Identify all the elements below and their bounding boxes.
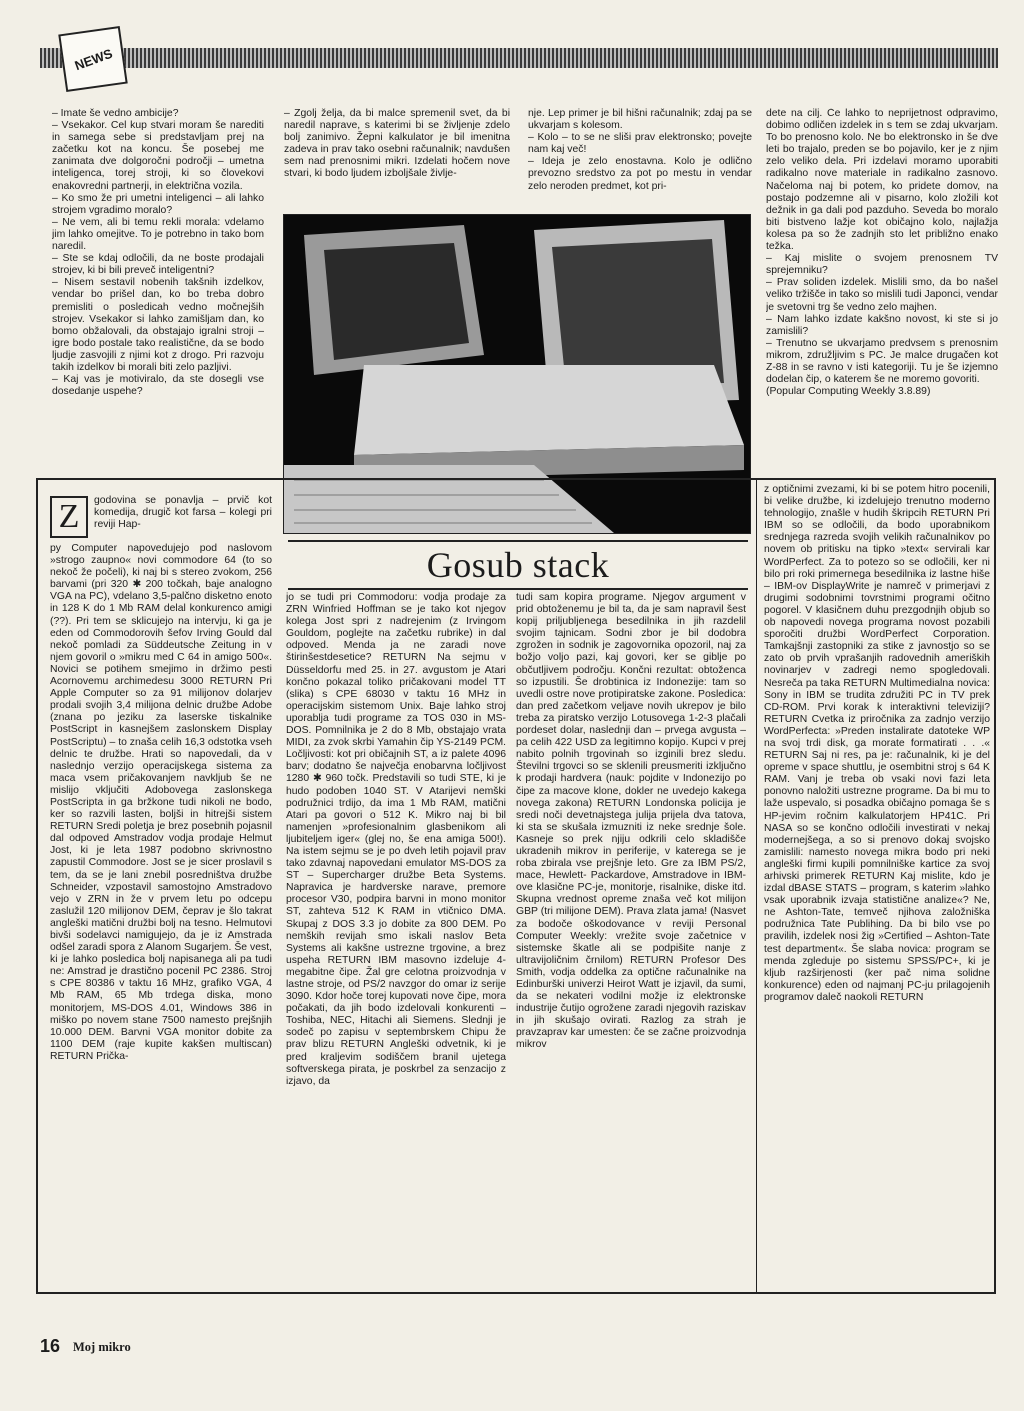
header-bar: [40, 48, 998, 68]
article-headline: Gosub stack: [288, 540, 748, 590]
article-column-4: z optičnimi zvezami, ki bi se potem hitro pocenili, bi velike družbe, ki izdelujejo trenutno moderno tehnologijo, znašle v hudih škripcih RETURN Pri IBM so se odločili, da bodo uporabnikom srednjega razreda svojih velikih računalnikov po novem ob pritisku na tipko »text« servirali kar WordPerfect. Za to potezo so se odločili, ker ni bilo pri roki primernega besedilnika iz lastne hiše – IBM-ov DisplayWrite je namreč v primerjavi z drugimi sodobnimi tovrstnimi programi očitno pogorel. V klasičnem duhu prezgodnjih objub so ob napovedi novega programa novost pozabili sporočiti družbi WordPerfect Corporation. Tamkajšnji zastopniki za stike z javnostjo so se zato ob prvih vprašanjih radovednih ameriških novinarjev v zadregi nemo spogledovali. Nesreča pa taka RETURN Multimedialna novica: Sony in IBM se trudita združiti PC in TV prek CD-ROM. Prvi korak k interaktivni televiziji? RETURN Cvetka iz priročnika za zadnjo verzijo WordPerfecta: »Preden instalirate datoteke WP na svoj trdi disk, ga morate formatirati . . .« RETURN Saj ni res, pa je: računalnik, ki je del opreme v space shuttlu, je osembitni stroj s 64 K RAM. Vanj je treba ob vsaki novi fazi leta ponovno naložiti ustrezne programe. Da bi mu to laže uspevalo, si posadka običajno pomaga še s HP-jevim ročnim kalkulatorjem HP41C. Pri NASA so se končno odločili investirati v nekaj modernejšega, a so si prenovo dokaj svojsko zamislili: namesto novega mikra bodo pri neki angleški firmi kupili pomnilniške kartice za svoj arhivski primerek RETURN Kaj mislite, kdo je izdal dBASE STATS – program, s katerim »lahko vsak uporabnik izvaja statistične analize«? Ne, ne Ashton-Tate, temveč njihova založniška podružnica Tate Publihing. Da bi bilo vse po pravilih, izdelek nosi žig »Certified – Ashton-Tate test department«. Še slaba novica: program se menda zgleduje po sistemu SPSS/PC+, ki je kljub razširjenosti (ker pač nima solidne konkurence) eden od najmanj PC-ju prilagojenih programov daleč naokoli RETURN: [764, 484, 990, 1003]
interview-column-4: dete na cilj. Če lahko to neprijetnost odpravimo, dobimo odličen izdelek in s tem se zdaj ukvarjam. To bo prenosno kolo. Ne bo elektronsko in še dve leti bo trajalo, preden se bo pojavilo, ker je z njim zelo veliko dela. Pri izdelavi moramo uporabiti radikalno nove materiale in radikalno zasnovo. Načeloma naj bi potem, ko pridete domov, na postajo podzemne ali v pisarno, kolo zložili kot dežnik in ga dali pod pazduho. Seveda bo moralo biti bistveno lažje kot običajno kolo, najlažja kolesa pa so že zadnjih sto let približno enako težka. – Kaj mislite o svojem prenosnem TV sprejemniku? – Prav soliden izdelek. Mislili smo, da bo našel veliko tržišče in tako so mislili tudi Japonci, vendar je svetovni trg še vedno zelo majhen. – Nam lahko izdate kakšno novost, ki ste si jo zamislili? – Trenutno se ukvarjamo predvsem s prenosnim mikrom, združljivim s PC. Je malce drugačen kot Z-88 in se ravno v isti kategoriji. Tu je še izjemno dodelan čip, o katerem še ne moremo govoriti. (Popular Computing Weekly 3.8.89): [766, 108, 998, 398]
page-number: 16: [40, 1336, 61, 1356]
magazine-name: Moj mikro: [73, 1340, 131, 1354]
article-intro-text: godovina se ponavlja – prvič kot komedija, drugič kot farsa – kolegi pri reviji Hap-: [94, 495, 272, 531]
article-column-3: tudi sam kopira programe. Njegov argument v prid obtoženemu je bil ta, da je sam napravil šest kopij priljubljenega besedilnika in jih razdelil svojim tajnicam. Sodni zbor je bil dodobra zgrožen in sodnik je zagovornika opozoril, naj za božjo voljo pazi, kaj govori, ker se giblje po občutljivem področju. Končni rezultat: obtoženca so izpustili. Še drobtinica iz Indonezije: tam so uvedli ostre nove protipiratske zakone. Posledica: dan pred začetkom veljave novih ukrepov je bilo treba za piratsko verzijo Lotusovega 1-2-3 plačali pordeset dolar, naslednji dan – prvega avgusta – pa celih 422 USD za legitimno kopijo. Kupci v prej nabito polnih trgovinah so izginili brez sledu. Številni trgovci so se sklenili preusmeriti izključno k prodaji hardvera (nauk: pojdite v Indonezijo po čipe za macove klone, dokler ne uvedejo kakega novega zakona) RETURN Londonska policija je sredi noči devetnajstega julija prijela dva tatova, ki sta se skušala izmuzniti iz neke srednje šole. Kasneje so prek njiju odkrili celo skladišče ukradenih mikrov in periferije, v katerega se je roba zbirala vse prejšnje leto. Gre za IBM PS/2, mace, Hewlett- Packardove, Amstradove in IBM-ove klasične PC-je, monitorje, risalnike, diske itd. Skupna vrednost opreme znaša več kot milijon GBP (tri milijone DEM). Prava zlata jama! (Nasvet za bodoče oškodovance v reviji Personal Computer Weekly: vrežite svoje začetnice v sistemske škatle ali se podpišite nanje z ultravijoličnim črnilom) RETURN Profesor Des Smith, vodja oddelka za optične računalnike na Edinburški univerzi Heirot Watt je izjavil, da sumi, da se nekateri vodilni možje iz elektronske industrije čutijo ogrožene zaradi njegovih raziskav in jih skušajo ovirati. Razlog za strah je pravzaprav kar umesten: če se začne proizvodnja mikrov: [516, 592, 746, 1051]
drop-cap: Z: [50, 496, 88, 538]
article-column-1: py Computer napovedujejo pod naslovom »strogo zaupno« novi commodore 64 (to so nekoč že počeli), ki naj bi s stereo zvokom, 256 barvami (pri 320 ✱ 200 točkah, baje analogno VGA na PC), vdelano 3,5-palčno disketno enoto in 128 K do 1 Mb RAM delal konkurenco amigi (??). Pri tem se sklicujejo na intervju, ki ga je eden od Commodorovih šefov Irving Gould dal nekoč pomladi za Süddeutsche Zeitung in v njem govoril o »mikru med C 64 in amigo 500«. Novici se potihem smejimo in držimo pesti Acornovemu archimedesu 3000 RETURN Pri Apple Computer so za 91 milijonov dolarjev prodali svojih 3,4 milijona delnic družbe Adobe (znana po jeziku za laserske tiskalnike PostScript in kasnejšem zaslonskem Display PostScriptu) – to znaša celih 16,3 odstotka vseh delnic te družbe. Hrati so napovedali, da v naslednjo verzijo operacijskega sistema za maca vsem pričakovanjem navkljub še ne mislijo vključiti Adobovega zaslonskega PostScripta in ga bržkone tudi nikoli ne bodo, ker so razvili lasten, boljši in hitrejši sistem RETURN Sredi poletja je brez posebnih pojasnil dal odpoved Amstradov vodja prodaje Helmut Jost, ki je leta 1987 podobno skrivnostno zapustil Commodore. Jost se je sicer proslavil s tem, da se je lani znebil posredništva družbe Schneider, vzpostavil samostojno Amstradovo vejo v ZRN in že v prvem letu po odcepu zaslužil 120 milijonov DEM, čeprav je šlo takrat angleški matični družbi bolj na tesno. Helmutovi bivši sodelavci namigujejo, da je iz Amstrada odšel zaradi spora z Alanom Sugarjem. Še vest, ki je lahko posledica bolj napisanega ali pa tudi ne: Amstrad je drastično pocenil PC 2386. Stroj s CPE 80386 v taktu 16 MHz, grafiko VGA, 4 Mb RAM, 65 Mb trdega diska, mono monitorjem, MS-DOS 4.01, Windows 386 in miško po novem stane 7500 namesto prejšnjih 10.000 DEM. Barvni VGA monitor dobite za 1100 DEM (raje kupite kakšen multiscan) RETURN Prička-: [50, 543, 272, 1062]
interview-column-1: – Imate še vedno ambicije? – Vsekakor. Cel kup stvari moram še narediti in samega sebe si predstavljam prej na začetku kot na koncu. Še posebej me zanimata dve dolgoročni področji – umetna inteligenca, torej stroji, ki so človekovi enakovredni partnerji, in električna vozila. – Ko smo že pri umetni inteligenci – ali lahko strojem vgradimo moralo? – Ne vem, ali bi temu rekli morala: vdelamo jim lahko omejitve. To je potrebno in tako bom naredil. – Ste se kdaj odločili, da ne boste prodajali strojev, ki bi bili preveč inteligentni? – Nisem sestavil nobenih takšnih izdelkov, vendar bo prišel dan, ko bo treba dobro premisliti o posledicah vedno močnejših strojev. Vsekakor si lahko zamišljam dan, ko bomo obžalovali, da obstajajo igralni stroji – igre bodo postale tako realistične, da se bodo ljudje zasvojili z njimi kot z drogo. Pri razvoju takih izdelkov bi morali biti zelo pazljivi. – Kaj vas je motiviralo, da ste dosegli vse dosedanje uspehe?: [52, 108, 264, 398]
interview-column-3: nje. Lep primer je bil hišni računalnik; zdaj pa se ukvarjam s kolesom. – Kolo – to se ne sliši prav elektronsko; povejte nam kaj več! – Ideja je zelo enostavna. Kolo je odlično prevozno sredstvo za pot po mestu in vendar zelo neroden predmet, kot pri-: [528, 108, 752, 192]
interview-column-2: – Zgolj želja, da bi malce spremenil svet, da bi naredil naprave, s katerimi bi se življenje zdelo bolj zanimivo. Žepni kalkulator je bil imenitna zadeva in prav tako osebni računalnik; navdušen sem nad prenosnimi mikri. Izdelati hočem nove stvari, ki bodo ljudem izboljšale življe-: [284, 108, 510, 180]
article-column-2: jo se tudi pri Commodoru: vodja prodaje za ZRN Winfried Hoffman se je tako kot njegov kolega Jost spri z nadrejenim (z Irvingom Gouldom, poglejte na začetku rubrike) in dal odpoved. Menda ja ne zaradi nove štirinšestdesetice? RETURN Na sejmu v Düsseldorfu med 25. in 27. avgustom je Atari končno pokazal toliko pričakovani model TT (slika) s CPE 68030 v taktu 16 MHz in operacijskim sistemom Unix. Baje lahko stroj uporablja tudi programe za TOS 030 in MS-DOS. Pomnilnika je 2 do 8 Mb, obstajajo vrata MIDI, za zvok skrbi Yamahin čip YS-2149 PCM. Ločljivosti: kot pri običajnih ST, a iz palete 4096 barv; dodatno še največja enobarvna ločljivost 1280 ✱ 960 točk. Predstavili so tudi STE, ki je hudo podoben 1040 ST. V Atarijevi nemški podružnici trdijo, da ima 1 Mb RAM, matični Atari pa govori o 512 K. Mikro naj bi bil namenjen »profesionalnim glasbenikom ali ljubiteljem iger« (glej no, še ena amiga 500!). Na istem sejmu se je po dveh letih pojavil prav tako zdavnaj napovedani emulator MS-DOS za ST – Supercharger družbe Beta Systems. Napravica je hardverske narave, premore procesor V30, podpira barvni in mono monitor ST, zahteva 512 K RAM in vtičnico DMA. Skupaj z DOS 3.3 jo dobite za 800 DEM. Po nemških revijah smo iskali naslov Beta Systems ali kakšne ustrezne trgovine, a brez uspeha RETURN IBM masovno izdeluje 4-megabitne čipe. Žal gre celotna proizvodnja v lastne stroje, od PS/2 navzgor do omar iz serije 3090. Kdor hoče torej kupovati nove čipe, mora počakati, da jih bodo izdelovali konkurenti – Toshiba, NEC, Hitachi ali Siemens. Slednji je sodeč po zapisu v septembrskem Chipu že prav blizu RETURN Angleški odvetnik, ki je pred kraljevim sodiščem branil ujetega softverskega pirata, je poskrbel za senzacijo z izjavo, da: [286, 592, 506, 1087]
news-logo-icon: NEWS: [58, 26, 127, 92]
